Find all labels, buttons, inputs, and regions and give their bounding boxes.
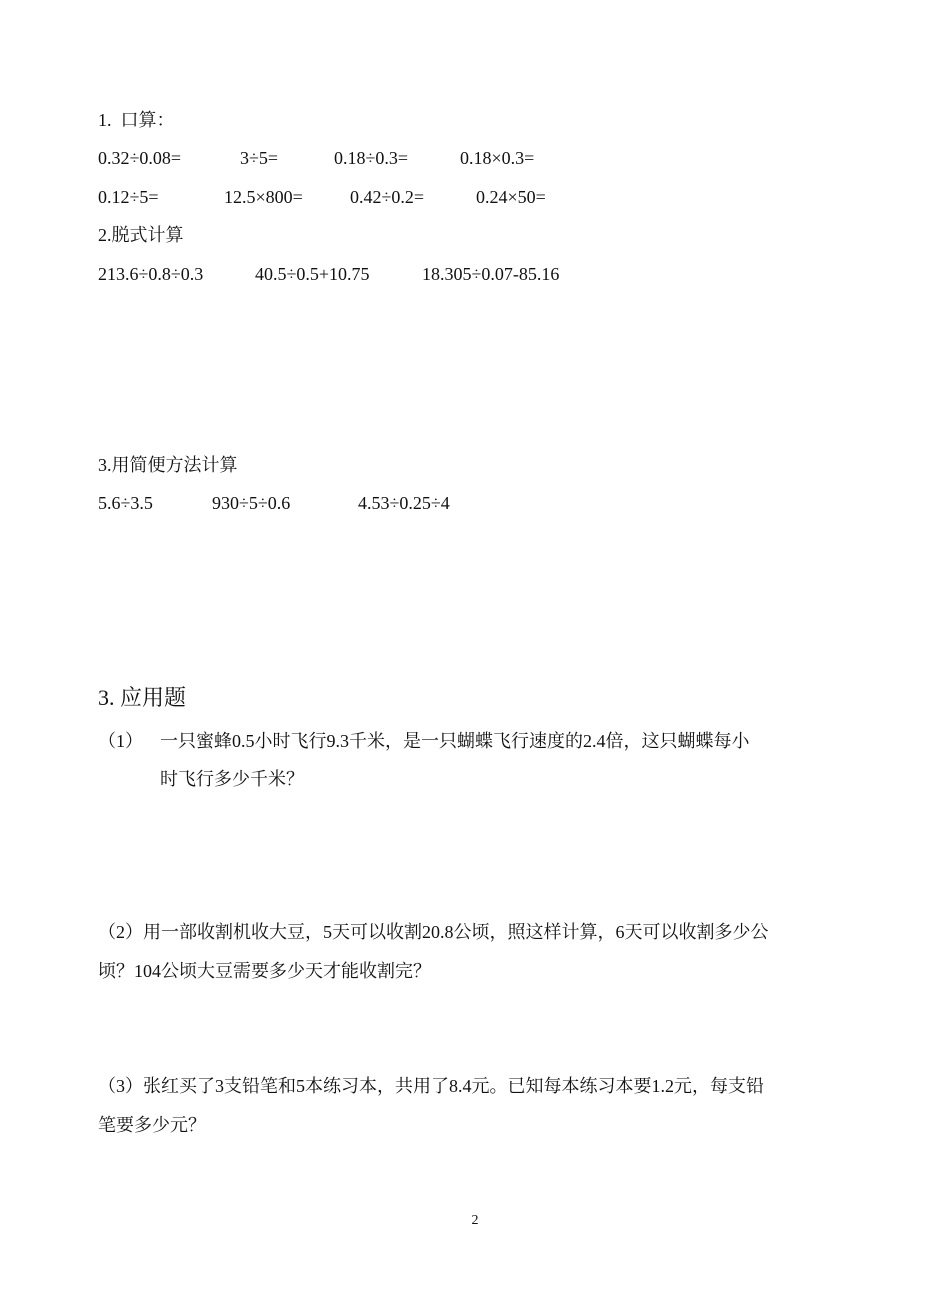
section4-title: 3. 应用题 — [98, 685, 187, 710]
question2-line2: 顷？104公顷大豆需要多少天才能收割完？ — [98, 961, 431, 981]
section1-title: 1. 口算： — [98, 110, 175, 130]
question2-line1: （2）用一部收割机收大豆，5天可以收割20.8公顷，照这样计算，6天可以收割多少公 — [98, 922, 769, 942]
question3-line2: 笔要多少元？ — [98, 1115, 206, 1135]
mental-calc-8: 0.24×50= — [476, 187, 546, 207]
simplified-calc-3: 4.53÷0.25÷4 — [358, 493, 450, 513]
mental-calc-2: 3÷5= — [240, 148, 279, 168]
mental-calc-5: 0.12÷5= — [98, 187, 159, 207]
question1-line2: 时飞行多少千米？ — [160, 769, 304, 789]
question3-line1: （3）张红买了3支铅笔和5本练习本，共用了8.4元。已知每本练习本要1.2元，每支铅 — [98, 1076, 764, 1096]
page-number: 2 — [471, 1213, 479, 1228]
stepwise-calc-1: 213.6÷0.8÷0.3 — [98, 264, 204, 284]
simplified-calc-1: 5.6÷3.5 — [98, 493, 153, 513]
stepwise-calc-3: 18.305÷0.07-85.16 — [422, 264, 560, 284]
simplified-calc-2: 930÷5÷0.6 — [212, 493, 291, 513]
section2-title: 2.脱式计算 — [98, 225, 184, 245]
mental-calc-4: 0.18×0.3= — [460, 148, 535, 168]
mental-calc-3: 0.18÷0.3= — [334, 148, 409, 168]
question1-line1: 一只蜜蜂0.5小时飞行9.3千米，是一只蝴蝶飞行速度的2.4倍，这只蝴蝶每小 — [160, 731, 750, 751]
mental-calc-6: 12.5×800= — [224, 187, 303, 207]
section3-title: 3.用简便方法计算 — [98, 455, 238, 475]
mental-calc-1: 0.32÷0.08= — [98, 148, 182, 168]
stepwise-calc-2: 40.5÷0.5+10.75 — [255, 264, 370, 284]
question1-label: （1） — [98, 731, 143, 751]
mental-calc-7: 0.42÷0.2= — [350, 187, 425, 207]
